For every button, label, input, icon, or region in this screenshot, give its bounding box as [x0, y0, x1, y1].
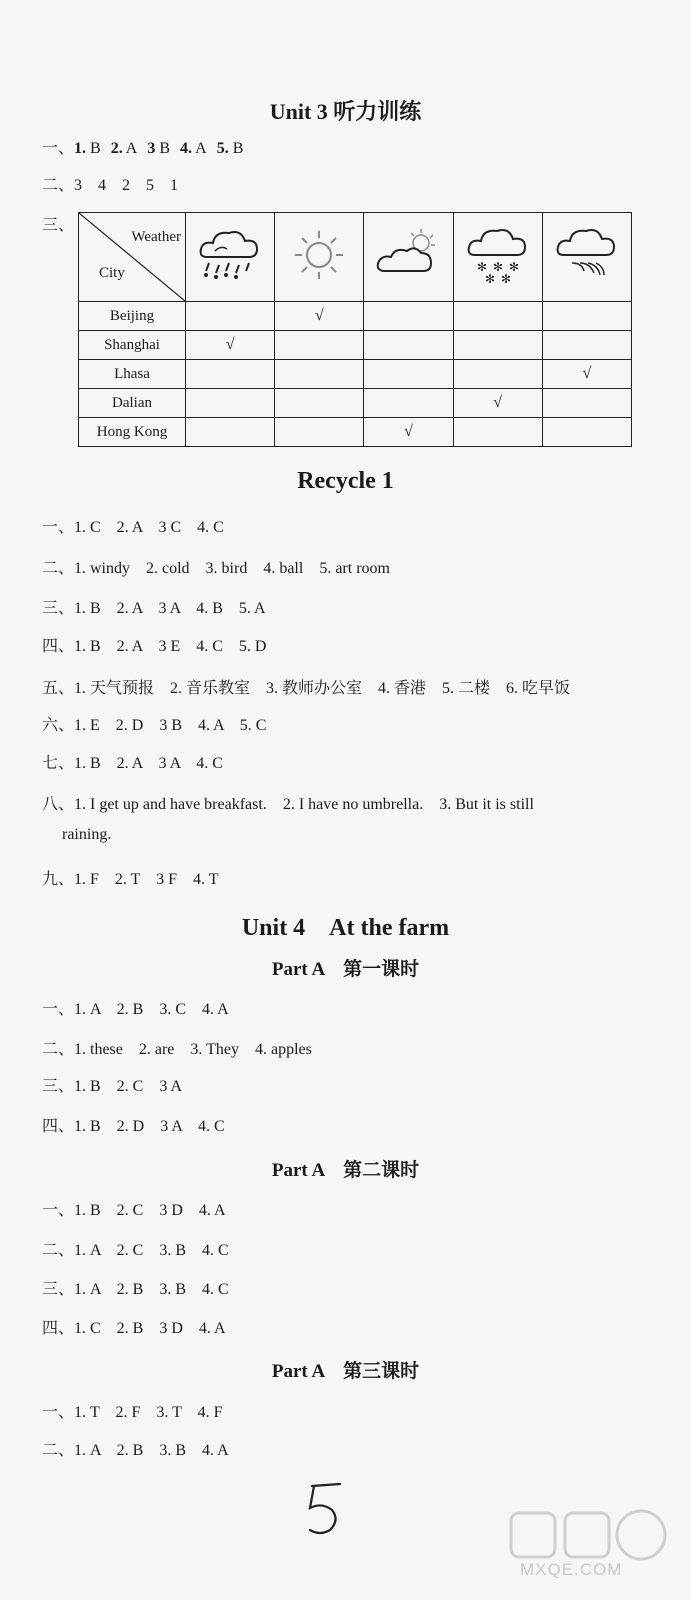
answer-line: 三、1. B 2. A 3 A 4. B 5. A	[42, 600, 266, 617]
watermark-logo	[505, 1505, 675, 1565]
answer-line-continued: raining.	[62, 826, 112, 843]
answer-line: 二、1. these 2. are 3. They 4. apples	[42, 1041, 312, 1058]
part-a2-title: Part A 第二课时	[271, 1160, 420, 1181]
answer-line: 四、1. B 2. A 3 E 4. C 5. D	[42, 638, 267, 655]
table-header-cell	[79, 213, 186, 302]
answer-line: 三、1. B 2. C 3 A	[42, 1078, 183, 1095]
snowy-icon	[453, 213, 542, 302]
watermark-text: MXQE.COM	[520, 1560, 623, 1579]
answer-line: 九、1. F 2. T 3 F 4. T	[42, 871, 219, 888]
answer-line: 一、1. B 2. C 3 D 4. A	[42, 1202, 226, 1219]
recycle1-title: Recycle 1	[297, 468, 394, 494]
unit4-title: Unit 4 At the farm	[241, 915, 450, 941]
answer-line: 七、1. B 2. A 3 A 4. C	[42, 755, 223, 772]
unit3-title: Unit 3 听力训练	[269, 99, 422, 124]
answer-line: 一、1. A 2. B 3. C 4. A	[42, 1001, 229, 1018]
answer-line: 四、1. C 2. B 3 D 4. A	[42, 1320, 226, 1337]
table-row: Lhasa √	[79, 360, 632, 389]
part-a3-title: Part A 第三课时	[271, 1361, 420, 1382]
answer-line: 一、1. C 2. A 3 C 4. C	[42, 519, 224, 536]
table-row: Hong Kong √	[79, 418, 632, 447]
answer-line: 二、1. A 2. B 3. B 4. A	[42, 1442, 229, 1459]
table-row: Shanghai √	[79, 331, 632, 360]
windy-icon	[542, 213, 631, 302]
answer-line: 一、1. T 2. F 3. T 4. F	[42, 1404, 223, 1421]
unit3-q3-label: 三、	[42, 217, 75, 234]
part-a1-title: Part A 第一课时	[271, 959, 420, 980]
svg-text:✻: ✻	[476, 259, 487, 274]
answer-line: 二、1. windy 2. cold 3. bird 4. ball 5. art room	[42, 560, 390, 577]
answer-line: 三、1. A 2. B 3. B 4. C	[42, 1281, 229, 1298]
answer-line: 六、1. E 2. D 3 B 4. A 5. C	[42, 717, 267, 734]
sunny-icon	[275, 213, 364, 302]
weather-city-table	[78, 212, 632, 447]
answer-line: 八、1. I get up and have breakfast. 2. I have no umbrella. 3. But it is still	[42, 796, 534, 813]
answer-line: 四、1. B 2. D 3 A 4. C	[42, 1118, 225, 1135]
svg-text:✻: ✻	[484, 271, 495, 286]
header-city: City	[99, 265, 125, 281]
svg-text:✻: ✻	[492, 259, 503, 274]
unit3-q2: 二、3 4 2 5 1	[42, 177, 179, 194]
svg-text:✻: ✻	[508, 259, 519, 274]
answer-line: 五、1. 天气预报 2. 音乐教室 3. 教师办公室 4. 香港 5. 二楼 6. 吃早饭	[42, 680, 571, 697]
svg-text:✻: ✻	[500, 271, 511, 286]
table-row: Beijing √	[79, 302, 632, 331]
unit3-q1: 一、1. B 2. A 3 B 4. A 5. B	[42, 140, 244, 157]
table-row: Dalian √	[79, 389, 632, 418]
header-weather: Weather	[131, 229, 181, 245]
diagonal-line	[79, 213, 185, 301]
handwritten-page-number	[300, 1480, 350, 1540]
cloudy-sunny-icon	[364, 213, 453, 302]
rainy-icon	[186, 213, 275, 302]
answer-line: 二、1. A 2. C 3. B 4. C	[42, 1242, 229, 1259]
